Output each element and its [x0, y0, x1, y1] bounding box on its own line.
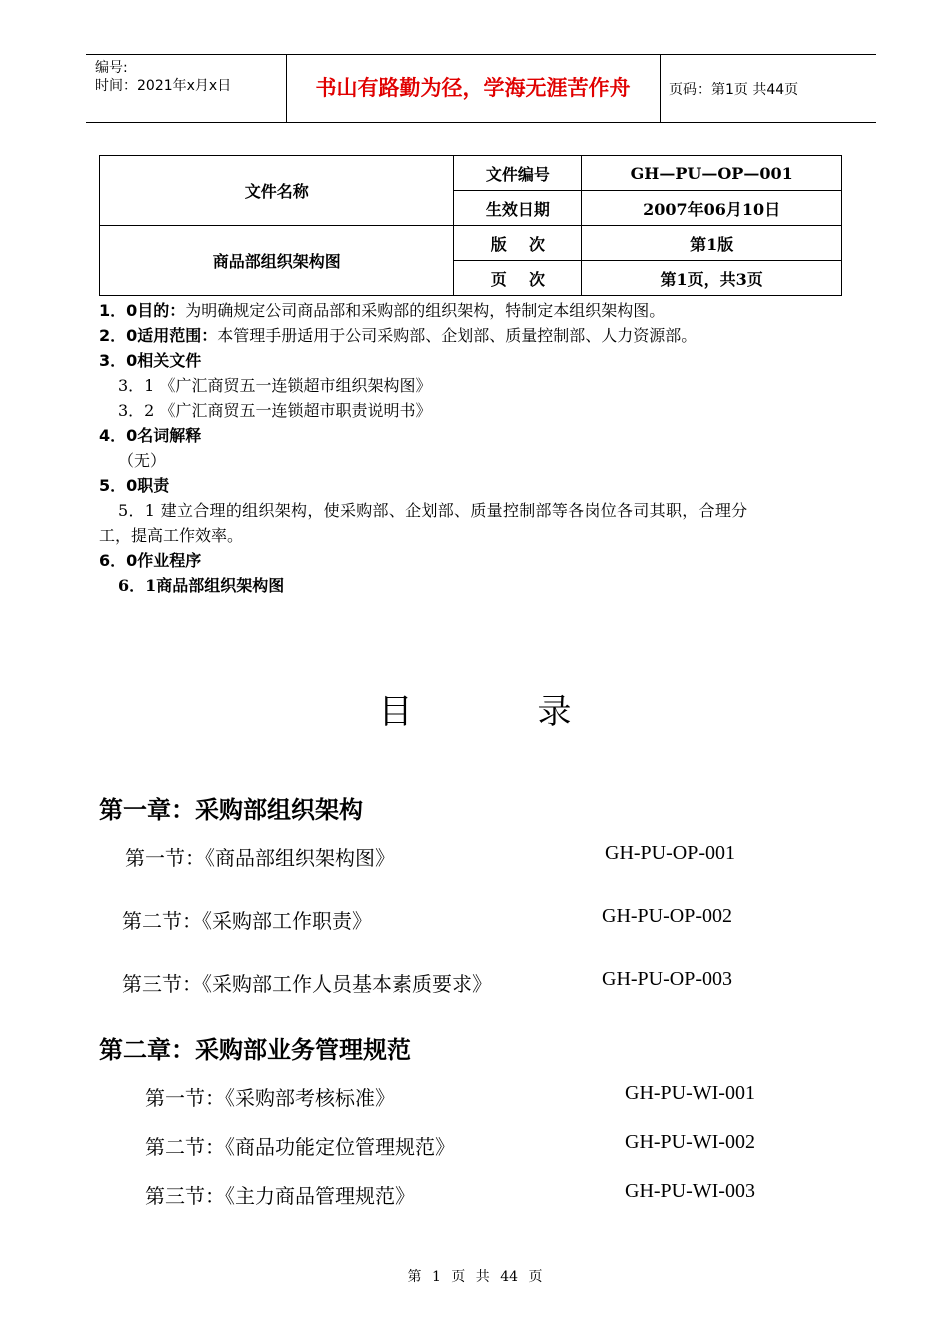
header-motto: 书山有路勤为径，学海无涯苦作舟 — [315, 76, 631, 100]
file-number-label: 文件编号 — [454, 156, 582, 191]
header-bottom-rule — [86, 122, 876, 123]
header-serial-label: 编号: — [95, 60, 128, 76]
toc-entry-label[interactable]: 第二节：《商品功能定位管理规范》 — [145, 1135, 455, 1159]
effective-date-label: 生效日期 — [454, 191, 582, 226]
version-value: 第1版 — [582, 226, 842, 261]
toc-entry-code: GH-PU-WI-003 — [625, 1180, 755, 1202]
section-4-title: 4．0名词解释 — [99, 426, 202, 445]
section-1-text: 为明确规定公司商品部和采购部的组织架构，特制定本组织架构图。 — [185, 301, 666, 320]
section-2-text: 本管理手册适用于公司采购部、企划部、质量控制部、人力资源部。 — [217, 326, 698, 345]
section-2-title: 2．0适用范围： — [99, 326, 218, 345]
toc-entry-label[interactable]: 第三节：《采购部工作人员基本素质要求》 — [122, 972, 492, 996]
header-time-label: 时间：2021年x月x日 — [95, 78, 232, 94]
file-name-label: 文件名称 — [100, 156, 454, 226]
toc-chapter-1[interactable]: 第一章：采购部组织架构 — [99, 795, 363, 824]
header-top-rule — [86, 54, 876, 55]
toc-title-right: 录 — [537, 692, 572, 732]
toc-entry-code: GH-PU-OP-002 — [602, 905, 732, 927]
toc-entry-code: GH-PU-WI-002 — [625, 1131, 755, 1153]
file-name-value: 商品部组织架构图 — [100, 226, 454, 296]
page-value: 第1页，共3页 — [582, 261, 842, 296]
section-5-text-line-2: 工，提高工作效率。 — [99, 526, 244, 545]
section-5-title: 5．0职责 — [99, 476, 170, 495]
toc-entry-label[interactable]: 第一节：《商品部组织架构图》 — [125, 846, 395, 870]
toc-entry-code: GH-PU-OP-001 — [605, 842, 735, 864]
toc-entry-label[interactable]: 第一节：《采购部考核标准》 — [145, 1086, 395, 1110]
section-1 — [99, 300, 665, 322]
section-4-text: （无） — [118, 451, 167, 470]
header-page-info: 页码：第1页 共44页 — [669, 82, 799, 98]
section-1-title: 1．0目的： — [99, 301, 186, 320]
footer-page-number: 第 1 页 共 44 页 — [407, 1269, 543, 1285]
section-5-text-line-1: 5．1 建立合理的组织架构，使采购部、企划部、质量控制部等各岗位各司其职，合理分 — [118, 501, 748, 520]
section-3-item-1: 3．1 《广汇商贸五一连锁超市组织架构图》 — [118, 376, 432, 395]
effective-date-value: 2007年06月10日 — [582, 191, 842, 226]
toc-title-left: 目 — [378, 692, 413, 732]
toc-entry-label[interactable]: 第二节：《采购部工作职责》 — [122, 909, 372, 933]
toc-entry-code: GH-PU-OP-003 — [602, 968, 732, 990]
section-3-title: 3．0相关文件 — [99, 351, 202, 370]
section-6-item-1: 6．1商品部组织架构图 — [118, 576, 285, 595]
section-2 — [99, 325, 697, 347]
toc-title — [0, 684, 950, 733]
toc-chapter-2[interactable]: 第二章：采购部业务管理规范 — [99, 1035, 411, 1064]
header-divider — [660, 54, 661, 122]
file-number-value: GH—PU—OP—001 — [582, 156, 842, 191]
version-label: 版 次 — [454, 226, 582, 261]
section-3-item-2: 3．2 《广汇商贸五一连锁超市职责说明书》 — [118, 401, 432, 420]
toc-entry-code: GH-PU-WI-001 — [625, 1082, 755, 1104]
document-info-table — [99, 155, 842, 296]
toc-entry-label[interactable]: 第三节：《主力商品管理规范》 — [145, 1184, 415, 1208]
section-6-title: 6．0作业程序 — [99, 551, 202, 570]
page-label: 页 次 — [454, 261, 582, 296]
